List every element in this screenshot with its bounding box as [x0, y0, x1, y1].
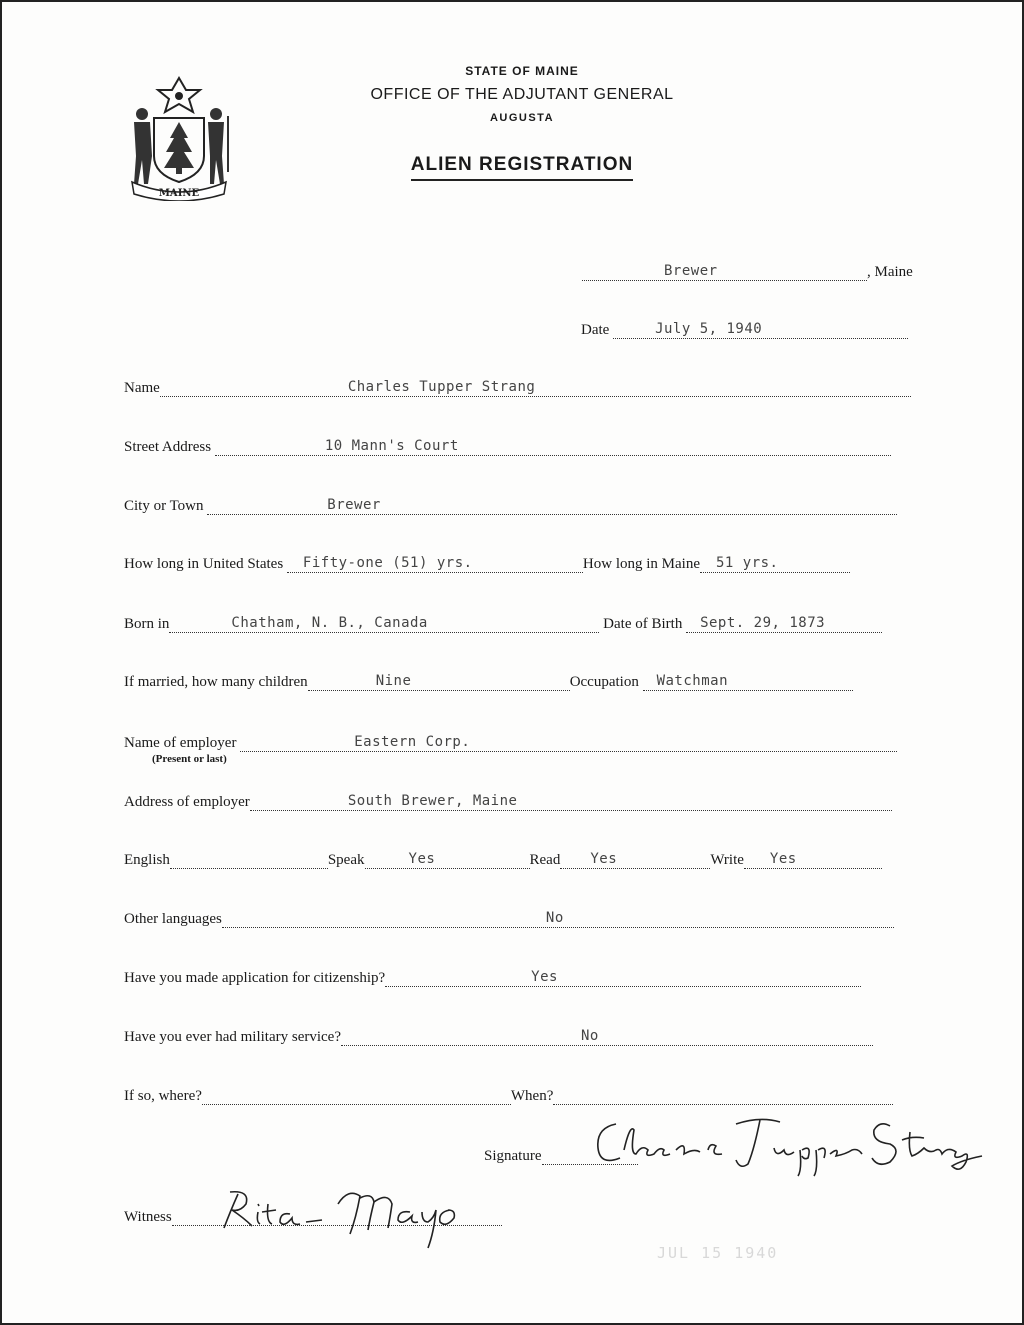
- dob-label: Date of Birth: [603, 616, 683, 632]
- employer-value: Eastern Corp.: [354, 734, 471, 750]
- children-occupation-row: [124, 674, 853, 694]
- employer-row: [124, 735, 897, 755]
- city-label: City or Town: [124, 498, 204, 514]
- street-row: [124, 439, 891, 459]
- employer-address-value: South Brewer, Maine: [347, 793, 518, 809]
- when-label: When?: [510, 1088, 554, 1104]
- read-label: Read: [529, 852, 561, 868]
- citizenship-label: Have you made application for citizenship?: [124, 970, 386, 986]
- name-row: [124, 380, 911, 400]
- military-row: [124, 1029, 873, 1049]
- employer-label: Name of employer: [124, 735, 237, 751]
- city-heading: AUGUSTA: [489, 112, 555, 124]
- place-suffix: , Maine: [867, 264, 913, 280]
- occupation-value: Watchman: [656, 673, 729, 689]
- how-long-maine-label: How long in Maine: [582, 556, 700, 572]
- place-row: [582, 264, 913, 284]
- other-languages-value: No: [545, 910, 564, 926]
- children-label: If married, how many children: [124, 674, 308, 690]
- other-languages-label: Other languages: [124, 911, 222, 927]
- speak-label: Speak: [327, 852, 365, 868]
- form-title: ALIEN REGISTRATION: [411, 154, 633, 181]
- received-stamp: JUL 15 1940: [657, 1244, 779, 1262]
- write-label: Write: [710, 852, 744, 868]
- city-row: [124, 498, 897, 518]
- name-label: Name: [124, 380, 160, 396]
- where-label: If so, where?: [124, 1088, 202, 1104]
- birth-row: [124, 616, 882, 636]
- dob-value: Sept. 29, 1873: [700, 615, 826, 631]
- english-label: English: [124, 852, 170, 868]
- witness-handwriting: [210, 1182, 470, 1252]
- employer-sublabel: (Present or last): [152, 753, 227, 765]
- other-languages-row: [124, 911, 894, 931]
- citizenship-value: Yes: [531, 969, 558, 985]
- born-in-label: Born in: [124, 616, 170, 632]
- state-heading: STATE OF MAINE: [465, 64, 579, 78]
- military-value: No: [581, 1028, 599, 1044]
- read-value: Yes: [590, 851, 618, 867]
- residency-row: [124, 556, 850, 576]
- occupation-label: Occupation: [569, 674, 639, 690]
- street-value: 10 Mann's Court: [324, 438, 459, 454]
- place-value: Brewer: [664, 263, 718, 279]
- date-value: July 5, 1940: [655, 321, 763, 337]
- english-row: [124, 852, 882, 872]
- citizenship-row: [124, 970, 861, 990]
- employer-address-row: [124, 794, 892, 814]
- signature-label: Signature: [484, 1148, 542, 1164]
- where-when-row: [124, 1088, 893, 1108]
- maine-state-seal: [124, 76, 234, 201]
- signature-handwriting: [590, 1110, 990, 1180]
- street-label: Street Address: [124, 439, 212, 455]
- speak-value: Yes: [408, 851, 436, 867]
- write-value: Yes: [769, 851, 797, 867]
- how-long-maine-value: 51 yrs.: [715, 555, 779, 571]
- how-long-us-value: Fifty-one (51) yrs.: [302, 555, 473, 571]
- how-long-us-label: How long in United States: [124, 556, 284, 572]
- date-row: [581, 322, 908, 342]
- date-label: Date: [581, 322, 610, 338]
- employer-address-label: Address of employer: [124, 794, 250, 810]
- form-header: [322, 62, 722, 181]
- military-label: Have you ever had military service?: [124, 1029, 341, 1045]
- name-value: Charles Tupper Strang: [347, 379, 536, 395]
- city-value: Brewer: [327, 497, 381, 513]
- children-value: Nine: [375, 673, 412, 689]
- witness-label: Witness: [124, 1209, 172, 1225]
- born-in-value: Chatham, N. B., Canada: [231, 615, 428, 631]
- office-heading: OFFICE OF THE ADJUTANT GENERAL: [370, 86, 674, 103]
- seal-text: MAINE: [158, 188, 200, 199]
